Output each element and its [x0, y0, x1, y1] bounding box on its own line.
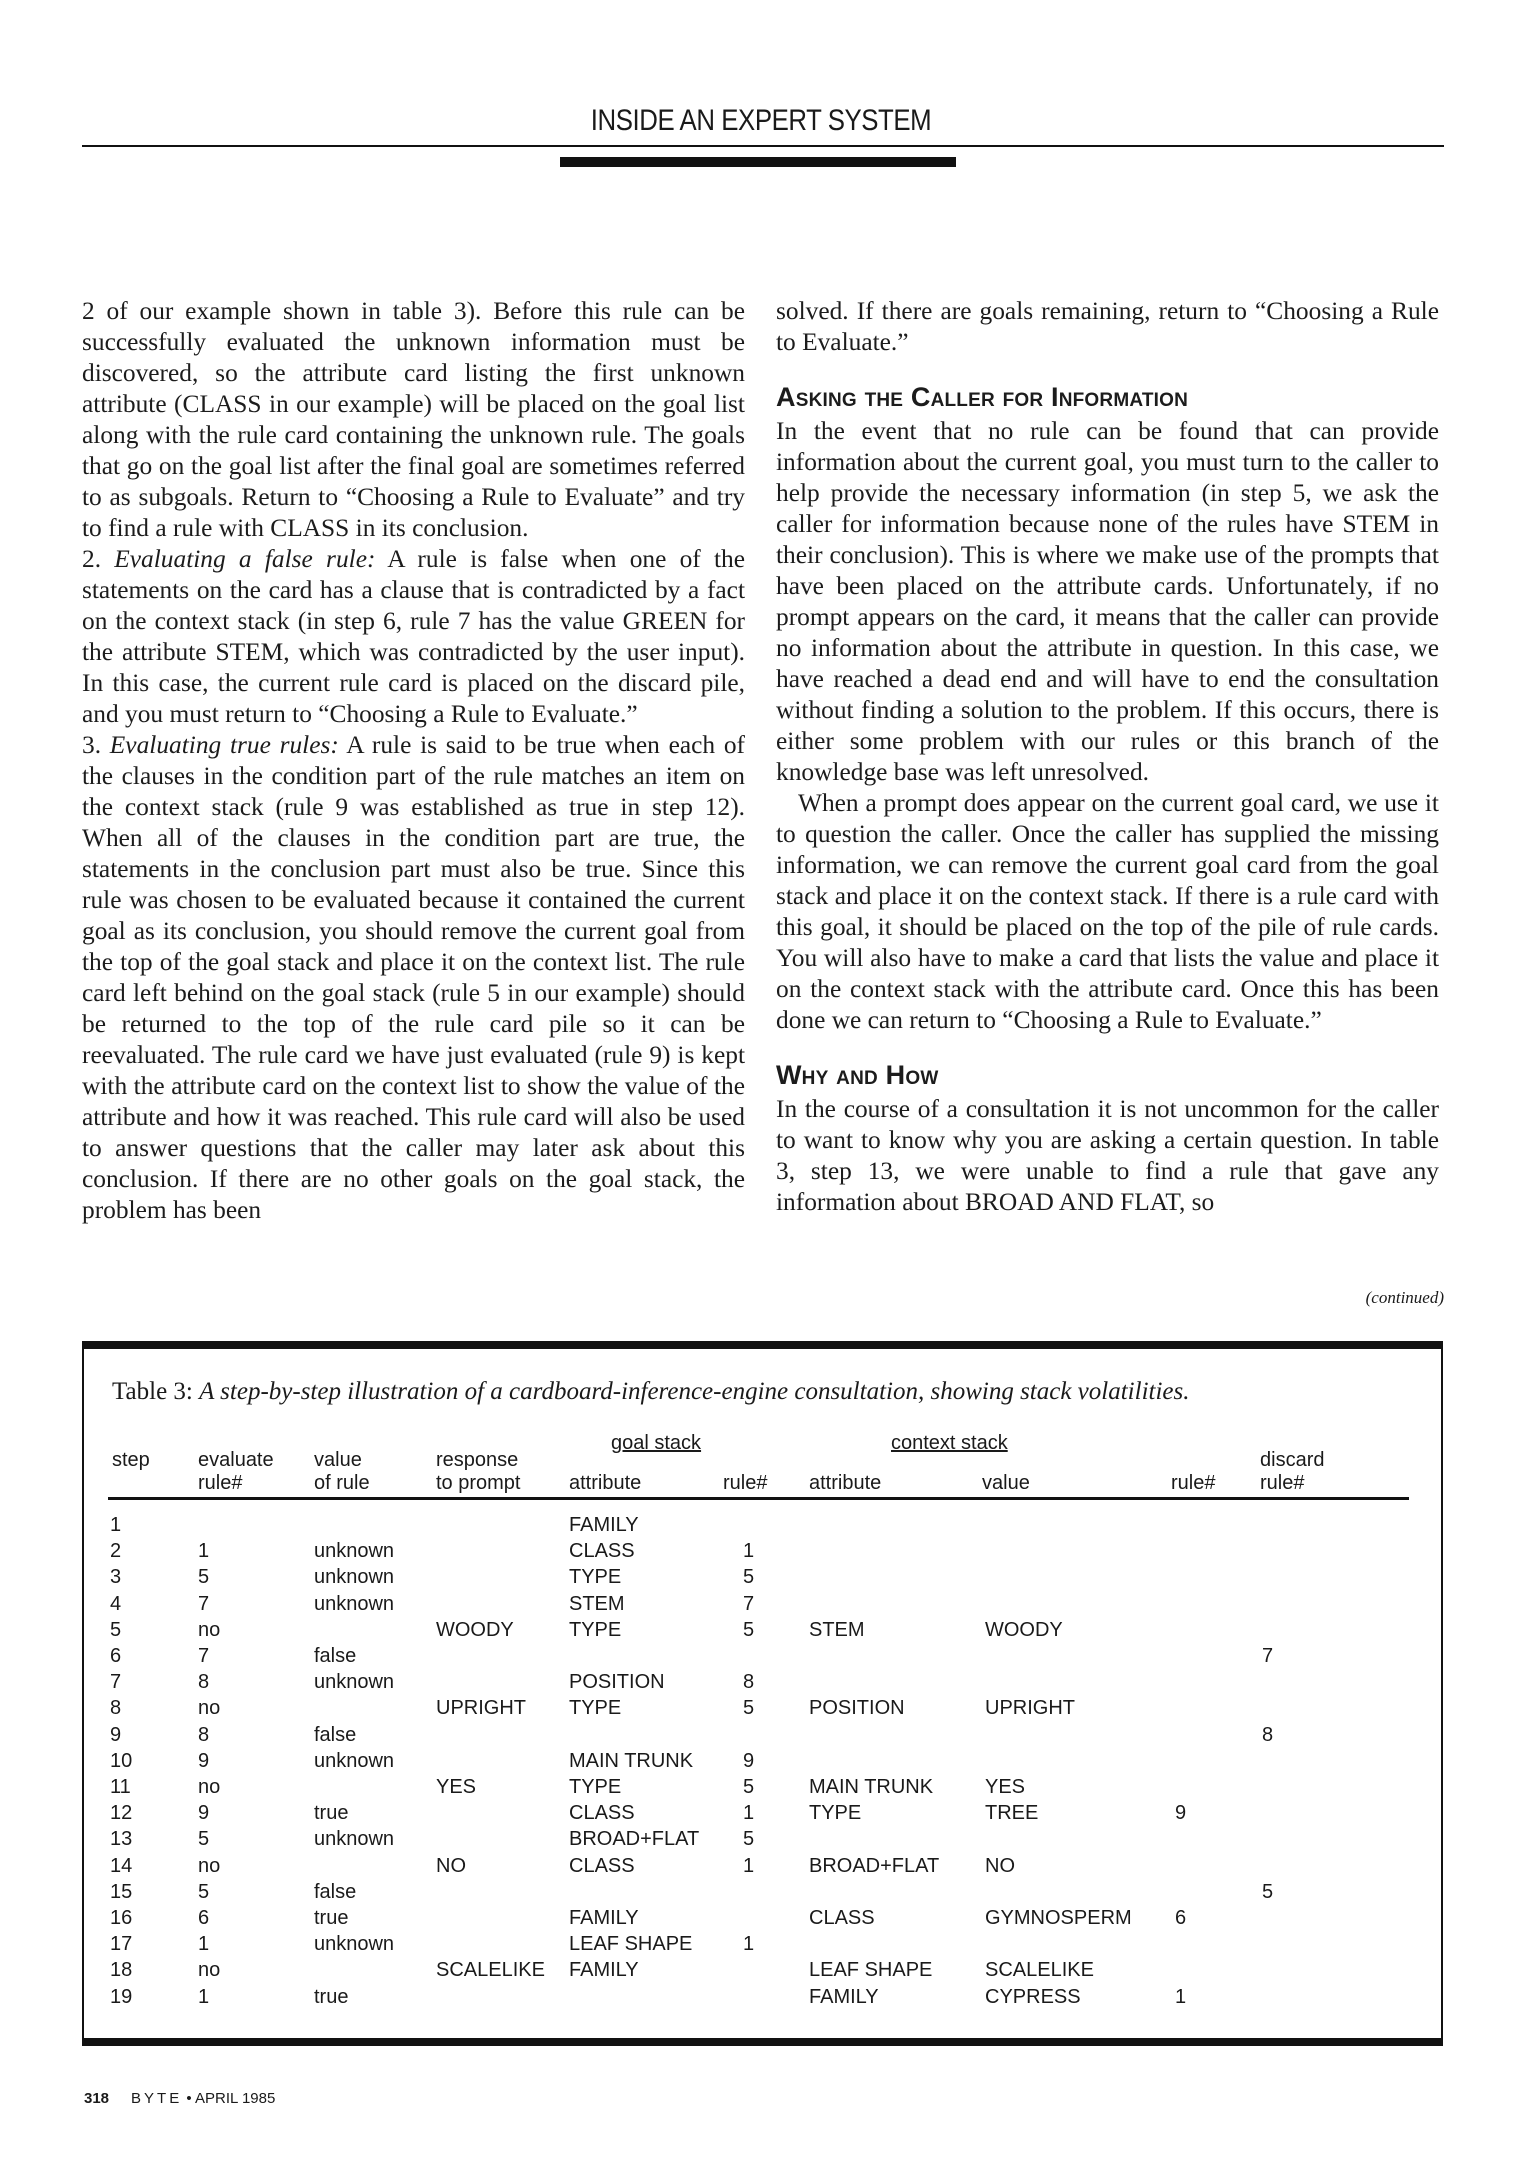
- cell-goal-rule: 1: [743, 1854, 755, 1877]
- column-header-goal-rule: rule#: [723, 1472, 768, 1494]
- column-header-value: value of rule: [314, 1449, 370, 1494]
- table-row: [0, 1695, 1522, 1721]
- paragraph: When a prompt does appear on the current goal card, we use it to question the caller. Once the caller has supplied the missing information, we can remove the current goal card from the goal stack and place it on the context stack. If there is a rule card with this goal, it should be placed on the top of the pile of rule cards. You will also have to make a card that lists the value and place it on the context stack with the attribute card. Once this has been done we can return to “Choosing a Rule to Evaluate.”: [776, 789, 1439, 1034]
- table-row: [0, 1538, 1522, 1564]
- table-row: [0, 1512, 1522, 1538]
- table-row: [0, 1853, 1522, 1879]
- paragraph: 2 of our example shown in table 3). Before this rule can be successfully evaluated the unknown information must be discovered, so the attribute card listing the first unknown attribute (CLASS in our example) will be placed on the goal list along with the rule card containing the unknown rule. The goals that go on the goal list after the final goal are sometimes referred to as subgoals. Return to “Choosing a Rule to Evaluate” and try to find a rule with CLASS in its conclusion.: [82, 297, 745, 542]
- cell-goal-rule: 5: [743, 1618, 755, 1641]
- cell-ctx-attr: BROAD+FLAT: [809, 1854, 940, 1877]
- paragraph: In the course of a consultation it is not uncommon for the caller to want to know why you are asking a certain question. In table 3, step 13, we were unable to find a rule that gave any information about BROAD AND FLAT, so: [776, 1095, 1439, 1216]
- cell-goal-attr: STEM: [569, 1592, 625, 1615]
- cell-step: 8: [110, 1697, 122, 1720]
- cell-goal-rule: 5: [743, 1697, 755, 1720]
- table-row: [0, 1748, 1522, 1774]
- cell-eval: no: [198, 1776, 221, 1798]
- cell-value: unknown: [314, 1540, 395, 1563]
- cell-value: unknown: [314, 1749, 395, 1772]
- section-heading: Asking the Caller for Information: [776, 382, 1189, 412]
- goal-stack-group-header: goal stack: [611, 1432, 702, 1454]
- cell-goal-rule: 7: [743, 1592, 755, 1615]
- cell-eval: no: [198, 1854, 221, 1877]
- cell-goal-rule: 5: [743, 1566, 755, 1589]
- cell-eval: 5: [198, 1828, 210, 1851]
- cell-ctx-value: NO: [985, 1854, 1015, 1877]
- cell-eval: no: [198, 1618, 221, 1641]
- table-row: [0, 1826, 1522, 1852]
- column-header-context-rule: rule#: [1171, 1472, 1216, 1494]
- cell-ctx-attr: FAMILY: [809, 1985, 879, 2008]
- cell-goal-attr: TYPE: [569, 1697, 622, 1720]
- table-row: [0, 1879, 1522, 1905]
- table-row: [0, 1905, 1522, 1931]
- cell-ctx-value: CYPRESS: [985, 1985, 1081, 2008]
- cell-step: 7: [110, 1671, 122, 1694]
- cell-value: unknown: [314, 1592, 395, 1615]
- cell-response: YES: [436, 1776, 477, 1798]
- cell-discard: 7: [1262, 1645, 1274, 1667]
- column-header-goal-attribute: attribute: [569, 1472, 642, 1494]
- cell-step: 13: [110, 1828, 133, 1851]
- table-row: [0, 1774, 1522, 1800]
- cell-goal-rule: 5: [743, 1776, 755, 1798]
- cell-ctx-value: SCALELIKE: [985, 1959, 1094, 1982]
- cell-eval: no: [198, 1959, 221, 1982]
- table-caption: Table 3: A step-by-step illustration of a cardboard-inference-engine consultation, showing stack volatilities.: [112, 1378, 1190, 1405]
- cell-goal-attr: MAIN TRUNK: [569, 1749, 694, 1772]
- cell-ctx-rule: 9: [1175, 1802, 1187, 1825]
- column-header-context-attribute: attribute: [809, 1472, 882, 1494]
- item-label: Evaluating a false rule:: [114, 545, 376, 573]
- cell-value: true: [314, 1985, 349, 2008]
- cell-eval: 9: [198, 1802, 210, 1825]
- cell-value: true: [314, 1802, 349, 1825]
- cell-ctx-rule: 1: [1175, 1985, 1187, 2008]
- cell-step: 9: [110, 1723, 122, 1746]
- column-header-context-value: value: [982, 1472, 1030, 1494]
- cell-ctx-attr: MAIN TRUNK: [809, 1776, 934, 1798]
- paragraph: In the event that no rule can be found that can provide information about the current goal, you must turn to the caller to help provide the necessary information (in step 5, we ask the caller for information because none of the rules have STEM in their conclusion). This is where we make use of the prompts that have been placed on the attribute cards. Unfortunately, if no prompt appears on the card, it means that the caller can provide no information about the attribute in question. In this case, we have reached a dead end and will have to end the consultation without finding a solution to the problem. If this occurs, there is either some problem with our rules or this branch of the knowledge base was left unresolved.: [776, 417, 1439, 786]
- cell-step: 19: [110, 1985, 133, 2008]
- column-header-step: step: [112, 1449, 150, 1471]
- cell-ctx-attr: POSITION: [809, 1697, 905, 1720]
- table-row: [0, 1722, 1522, 1748]
- table-row: [0, 1957, 1522, 1983]
- cell-goal-attr: FAMILY: [569, 1514, 639, 1536]
- section-heading: Why and How: [776, 1060, 939, 1090]
- cell-step: 12: [110, 1802, 133, 1825]
- table-row: [0, 1564, 1522, 1590]
- table-row: [0, 1931, 1522, 1957]
- table-row: [0, 1984, 1522, 2010]
- running-head: INSIDE AN EXPERT SYSTEM: [590, 104, 932, 137]
- cell-eval: 9: [198, 1749, 210, 1772]
- cell-value: false: [314, 1723, 357, 1746]
- cell-eval: 6: [198, 1907, 210, 1929]
- column-header-response: response to prompt: [436, 1449, 521, 1494]
- cell-eval: 1: [198, 1540, 210, 1563]
- header-rule: [82, 145, 1444, 147]
- column-header-discard: discard rule#: [1260, 1449, 1325, 1494]
- cell-value: false: [314, 1880, 357, 1903]
- cell-ctx-attr: STEM: [809, 1618, 865, 1641]
- cell-goal-attr: POSITION: [569, 1671, 665, 1694]
- cell-goal-attr: FAMILY: [569, 1959, 639, 1982]
- cell-goal-rule: 1: [743, 1540, 755, 1563]
- cell-ctx-attr: CLASS: [809, 1907, 875, 1929]
- cell-goal-attr: TYPE: [569, 1618, 622, 1641]
- paragraph: solved. If there are goals remaining, return to “Choosing a Rule to Evaluate.”: [776, 297, 1439, 356]
- cell-eval: 7: [198, 1592, 210, 1615]
- cell-value: unknown: [314, 1671, 395, 1694]
- cell-goal-attr: CLASS: [569, 1854, 635, 1877]
- cell-step: 10: [110, 1749, 133, 1772]
- cell-goal-rule: 1: [743, 1802, 755, 1825]
- cell-discard: 5: [1262, 1880, 1274, 1903]
- cell-value: true: [314, 1907, 349, 1929]
- cell-goal-attr: CLASS: [569, 1802, 635, 1825]
- cell-goal-attr: LEAF SHAPE: [569, 1933, 693, 1956]
- cell-ctx-attr: LEAF SHAPE: [809, 1959, 933, 1982]
- cell-goal-rule: 9: [743, 1749, 755, 1772]
- cell-eval: 1: [198, 1933, 210, 1956]
- left-column: [82, 296, 745, 1226]
- page-footer: 318 BYTE • APRIL 1985: [84, 2090, 276, 2107]
- cell-value: unknown: [314, 1933, 395, 1956]
- cell-step: 4: [110, 1592, 122, 1615]
- cell-goal-attr: TYPE: [569, 1776, 622, 1798]
- issue-date: APRIL 1985: [195, 2090, 276, 2107]
- cell-response: UPRIGHT: [436, 1697, 526, 1720]
- cell-value: unknown: [314, 1828, 395, 1851]
- cell-step: 14: [110, 1854, 133, 1877]
- table-top-bar: [82, 1341, 1443, 1349]
- table-bottom-bar: [82, 2038, 1443, 2046]
- cell-ctx-rule: 6: [1175, 1907, 1187, 1929]
- cell-ctx-value: WOODY: [985, 1618, 1063, 1641]
- cell-response: SCALELIKE: [436, 1959, 545, 1982]
- cell-ctx-value: YES: [985, 1776, 1026, 1798]
- cell-ctx-attr: TYPE: [809, 1802, 862, 1825]
- cell-goal-rule: 1: [743, 1933, 755, 1956]
- item-label: Evaluating true rules:: [109, 731, 339, 759]
- cell-step: 3: [110, 1566, 122, 1589]
- cell-ctx-value: GYMNOSPERM: [985, 1907, 1132, 1929]
- table-row: [0, 1669, 1522, 1695]
- list-item-false-rule: 2. Evaluating a false rule: A rule is false when one of the statements on the card has a clause that is contradicted by a fact on the context stack (in step 6, rule 7 has the value GREEN for the attribute STEM, which was contradicted by the user input). In this case, the current rule card is placed on the discard pile, and you must return to “Choosing a Rule to Evaluate.”: [82, 545, 746, 728]
- cell-goal-attr: CLASS: [569, 1540, 635, 1563]
- context-stack-group-header: context stack: [891, 1432, 1008, 1454]
- cell-step: 5: [110, 1618, 122, 1641]
- cell-eval: 8: [198, 1723, 210, 1746]
- cell-step: 1: [110, 1514, 122, 1536]
- cell-eval: 8: [198, 1671, 210, 1694]
- cell-goal-attr: FAMILY: [569, 1907, 639, 1929]
- cell-ctx-value: UPRIGHT: [985, 1697, 1075, 1720]
- cell-discard: 8: [1262, 1723, 1274, 1746]
- table-row: [0, 1591, 1522, 1617]
- header-rule: [108, 1497, 1409, 1500]
- cell-step: 11: [110, 1776, 131, 1798]
- right-column: [776, 296, 1439, 1218]
- cell-eval: 7: [198, 1645, 210, 1667]
- cell-step: 17: [110, 1933, 133, 1956]
- cell-step: 2: [110, 1540, 122, 1563]
- cell-goal-attr: TYPE: [569, 1566, 622, 1589]
- table-row: [0, 1643, 1522, 1669]
- cell-step: 18: [110, 1959, 133, 1982]
- cell-eval: 5: [198, 1566, 210, 1589]
- cell-eval: 5: [198, 1880, 210, 1903]
- page-number: 318: [84, 2090, 110, 2107]
- table-row: [0, 1800, 1522, 1826]
- cell-step: 6: [110, 1645, 122, 1667]
- table-row: [0, 1617, 1522, 1643]
- cell-ctx-value: TREE: [985, 1802, 1039, 1825]
- cell-response: NO: [436, 1854, 466, 1877]
- cell-goal-rule: 8: [743, 1671, 755, 1694]
- cell-response: WOODY: [436, 1618, 514, 1641]
- cell-goal-attr: BROAD+FLAT: [569, 1828, 700, 1851]
- cell-step: 15: [110, 1880, 133, 1903]
- magazine-name: BYTE: [131, 2090, 183, 2107]
- header-bar: [560, 157, 956, 167]
- cell-value: false: [314, 1645, 357, 1667]
- cell-value: unknown: [314, 1566, 395, 1589]
- cell-goal-rule: 5: [743, 1828, 755, 1851]
- continued-note: (continued): [1365, 1288, 1444, 1307]
- cell-eval: 1: [198, 1985, 210, 2008]
- cell-eval: no: [198, 1697, 221, 1720]
- list-item-true-rules: 3. Evaluating true rules: A rule is said to be true when each of the clauses in the condition part of the rule matches an item on the context stack (rule 9 was established as true in step 12). When all of the clauses in the condition part are true, the statements in the conclusion part must also be true. Since this rule was chosen to be evaluated because it contained the current goal as its conclusion, you should remove the current goal from the top of the goal stack and place it on the context list. The rule card left behind on the goal stack (rule 5 in our example) should be returned to the top of the rule card pile so it can be reevaluated. The rule card we have just evaluated (rule 9) is kept with the attribute card on the context list to show the value of the attribute and how it was reached. This rule card will also be used to answer questions that the caller may later ask about this conclusion. If there are no other goals on the goal stack, the problem has been: [82, 731, 745, 1224]
- column-header-evaluate: evaluate rule#: [198, 1449, 274, 1494]
- cell-step: 16: [110, 1907, 133, 1929]
